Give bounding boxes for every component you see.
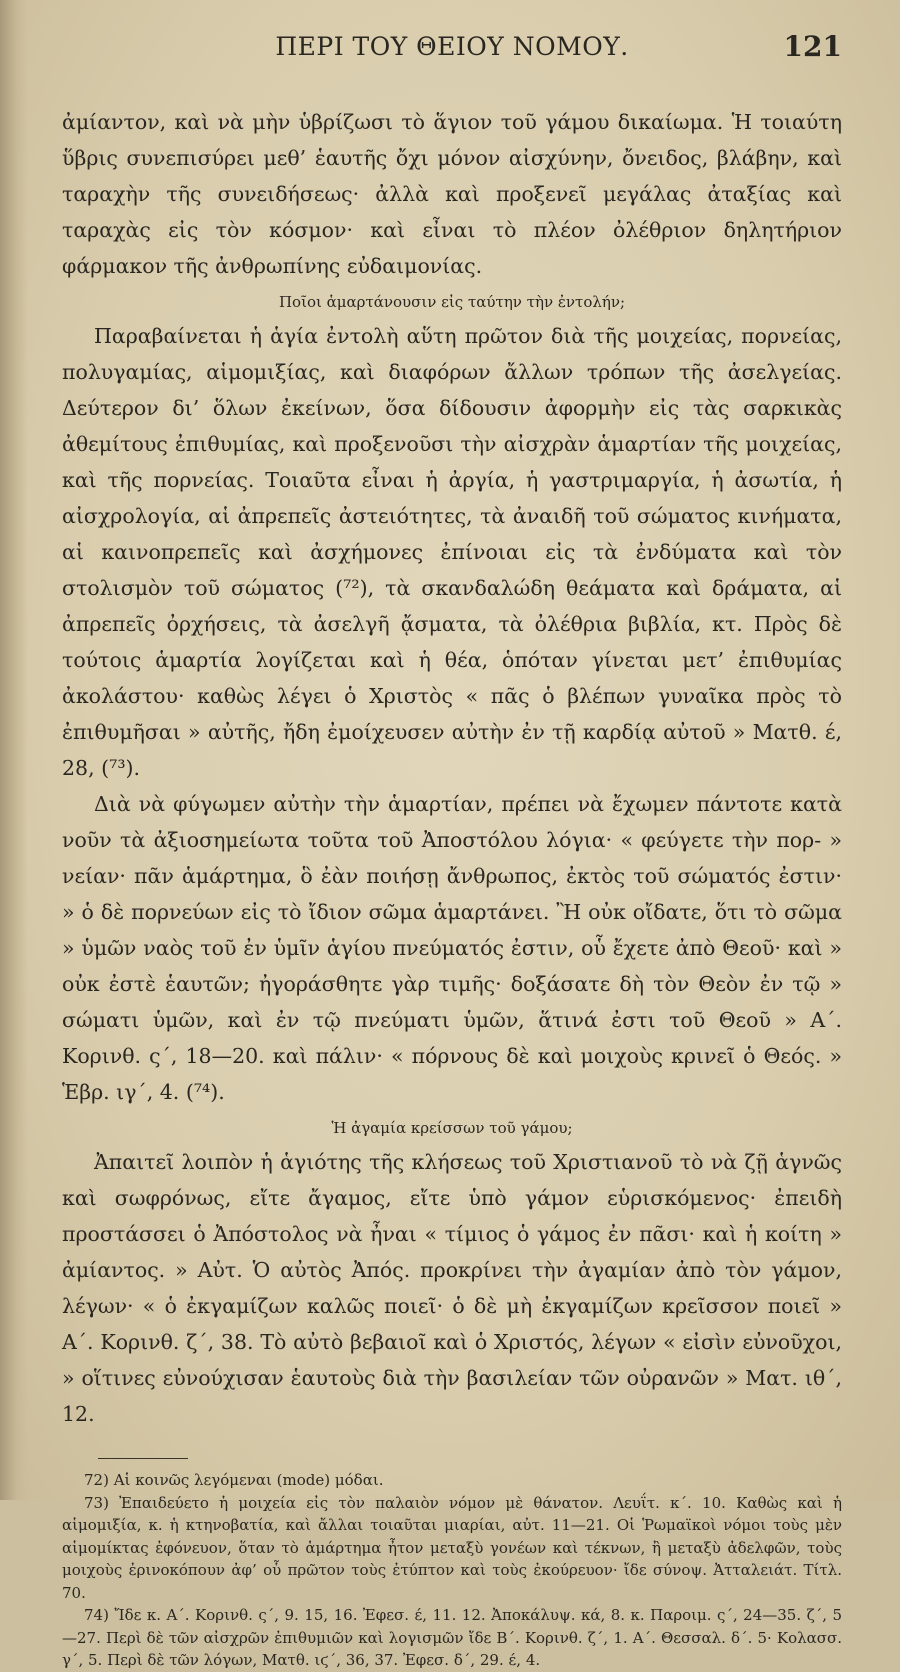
footnote-74: 74) Ἴδε κ. Α΄. Κορινθ. ς΄, 9. 15, 16. Ἐφεσ. έ, 11. 12. Ἀποκάλυψ. κά, 8. κ. Παροιμ. ς΄, 24—35. ζ΄, 5—27. Περὶ δὲ τῶν αἰσχρῶν ἐπιθυμιῶν καὶ λογισμῶν ἴδε Β΄. Κορινθ. ζ΄, 1. Α΄. Θεσσαλ. δ΄. 5· Κολασσ. γ΄, 5. Περὶ δὲ τῶν λόγων, Ματθ. ιϛ΄, 36, 37. Ἐφεσ. δ΄, 29. έ, 4. bbox=[62, 1606, 842, 1669]
footnote-divider bbox=[98, 1458, 188, 1459]
paragraph: Παραβαίνεται ἡ ἁγία ἐντολὴ αὕτη πρῶτον διὰ τῆς μοιχείας, πορνείας, πολυγαμίας, αἱμομιξίας, καὶ διαφόρων ἄλλων τρόπων τῆς ἀσελγείας. Δεύτερον δι’ ὅλων ἐκείνων, ὅσα δίδουσιν ἀφορμὴν εἰς τὰς σαρκικὰς ἀθεμίτους ἐπιθυμίας, καὶ προξενοῦσι τὴν αἰσχρὰν ἁμαρτίαν τῆς μοιχείας, καὶ τῆς πορνείας. Τοιαῦτα εἶναι ἡ ἀργία, ἡ γαστριμαργία, ἡ ἀσωτία, ἡ αἰσχρολογία, αἱ ἀπρεπεῖς ἀστειότητες, τὰ ἀναιδῆ τοῦ σώματος κινήματα, αἱ καινοπρεπεῖς καὶ ἀσχήμονες ἐπίνοιαι εἰς τὰ ἐνδύματα καὶ τὸν στολισμὸν τοῦ σώματος (⁷²), τὰ σκανδαλώδη θεάματα καὶ δράματα, αἱ ἀπρεπεῖς ὀρχήσεις, τὰ ἀσελγῆ ᾄσματα, τὰ ὀλέθρια βιβλία, κτ. Πρὸς δὲ τούτοις ἁμαρτία λογίζεται καὶ ἡ θέα, ὁπόταν γίνεται μετ’ ἐπιθυμίας ἀκολάστου· καθὼς λέγει ὁ Χριστὸς « πᾶς ὁ βλέπων γυναῖκα πρὸς τὸ ἐπιθυμῆσαι » αὐτῆς, ἤδη ἐμοίχευσεν αὐτὴν ἐν τῇ καρδίᾳ αὐτοῦ » Ματθ. έ, 28, (⁷³). bbox=[62, 324, 842, 780]
footnote-72: 72) Αἱ κοινῶς λεγόμεναι (mode) μόδαι. bbox=[84, 1471, 384, 1489]
section-question: Ποῖοι ἁμαρτάνουσιν εἰς ταύτην τὴν ἐντολήν; bbox=[278, 293, 626, 311]
paragraph: Διὰ νὰ φύγωμεν αὐτὴν τὴν ἁμαρτίαν, πρέπει νὰ ἔχωμεν πάντοτε κατὰ νοῦν τὰ ἀξιοσημείωτα τοῦτα τοῦ Ἀποστόλου λόγια· « φεύγετε τὴν πορ- » νείαν· πᾶν ἁμάρτημα, ὃ ἐὰν ποιήσῃ ἄνθρωπος, ἐκτὸς τοῦ σώματός ἐστιν· » ὁ δὲ πορνεύων εἰς τὸ ἴδιον σῶμα ἁμαρτάνει. Ἢ οὐκ οἴδατε, ὅτι τὸ σῶμα » ὑμῶν ναὸς τοῦ ἐν ὑμῖν ἁγίου πνεύματός ἐστιν, οὗ ἔχετε ἀπὸ Θεοῦ· καὶ » οὐκ ἐστὲ ἑαυτῶν; ἠγοράσθητε γὰρ τιμῆς· δοξάσατε δὴ τὸν Θεὸν ἐν τῷ » σώματι ὑμῶν, καὶ ἐν τῷ πνεύματι ὑμῶν, ἅτινά ἐστι τοῦ Θεοῦ » Α΄. Κορινθ. ς΄, 18—20. καὶ πάλιν· « πόρνους δὲ καὶ μοιχοὺς κρινεῖ ὁ Θεός. » Ἑβρ. ιγ΄, 4. (⁷⁴). bbox=[62, 792, 842, 1104]
paragraph: ἀμίαντον, καὶ νὰ μὴν ὑβρίζωσι τὸ ἅγιον τοῦ γάμου δικαίωμα. Ἡ τοιαύτη ὕβρις συνεπισύρει μεθ’ ἑαυτῆς ὄχι μόνον αἰσχύνην, ὄνειδος, βλάβην, καὶ ταραχὴν τῆς συνειδήσεως· ἀλλὰ καὶ προξενεῖ μεγάλας ἀταξίας καὶ ταραχὰς εἰς τὸν κόσμον· καὶ εἶναι τὸ πλέον ὀλέθριον δηλητήριον φάρμακον τῆς ἀνθρωπίνης εὐδαιμονίας. bbox=[62, 110, 842, 278]
running-title: ΠΕΡΙ ΤΟΥ ΘΕΙΟΥ ΝΟΜΟΥ. bbox=[275, 32, 629, 61]
page-header bbox=[62, 30, 842, 72]
section-question: Ἡ ἀγαμία κρείσσων τοῦ γάμου; bbox=[331, 1119, 573, 1137]
footnotes bbox=[62, 1469, 842, 1672]
main-text bbox=[62, 104, 842, 1432]
footnote-73: 73) Ἐπαιδεύετο ἡ μοιχεία εἰς τὸν παλαιὸν νόμον μὲ θάνατον. Λευΐτ. κ΄. 10. Καθὼς καὶ ἡ αἱμομιξία, κ. ἡ κτηνοβατία, καὶ ἄλλαι τοιαῦται μιαρίαι, αὐτ. 11—21. Οἱ Ῥωμαϊκοὶ νόμοι τοὺς μὲν αἱμομίκτας ἐφόνευον, ὅταν τὸ ἁμάρτημα ἦτον μεταξὺ γονέων καὶ τέκνων, ἢ μεταξὺ ἀδελφῶν, τοὺς μοιχοὺς ἐρινοκόπουν ἀφ’ οὗ πρῶτον τοὺς ἐτύπτον καὶ τοὺς ἐκούρευον· ἴδε σύνοψ. Ἀτταλειάτ. Τίτλ. 70. bbox=[62, 1493, 842, 1602]
page-number: 121 bbox=[783, 30, 842, 63]
paragraph: Ἀπαιτεῖ λοιπὸν ἡ ἁγιότης τῆς κλήσεως τοῦ Χριστιανοῦ τὸ νὰ ζῇ ἁγνῶς καὶ σωφρόνως, εἴτε ἄγαμος, εἴτε ὑπὸ γάμον εὑρισκόμενος· ἐπειδὴ προστάσσει ὁ Ἀπόστολος νὰ ἦναι « τίμιος ὁ γάμος ἐν πᾶσι· καὶ ἡ κοίτη » ἀμίαντος. » Αὐτ. Ὁ αὐτὸς Ἀπός. προκρίνει τὴν ἀγαμίαν ἀπὸ τὸν γάμον, λέγων· « ὁ ἐκγαμίζων καλῶς ποιεῖ· ὁ δὲ μὴ ἐκγαμίζων κρεῖσσον ποιεῖ » Α΄. Κορινθ. ζ΄, 38. Τὸ αὐτὸ βεβαιοῖ καὶ ὁ Χριστός, λέγων « εἰσὶν εὐνοῦχοι, » οἵτινες εὐνούχισαν ἑαυτοὺς διὰ τὴν βασιλείαν τῶν οὐρανῶν » Ματ. ιθ΄, 12. bbox=[62, 1150, 842, 1426]
